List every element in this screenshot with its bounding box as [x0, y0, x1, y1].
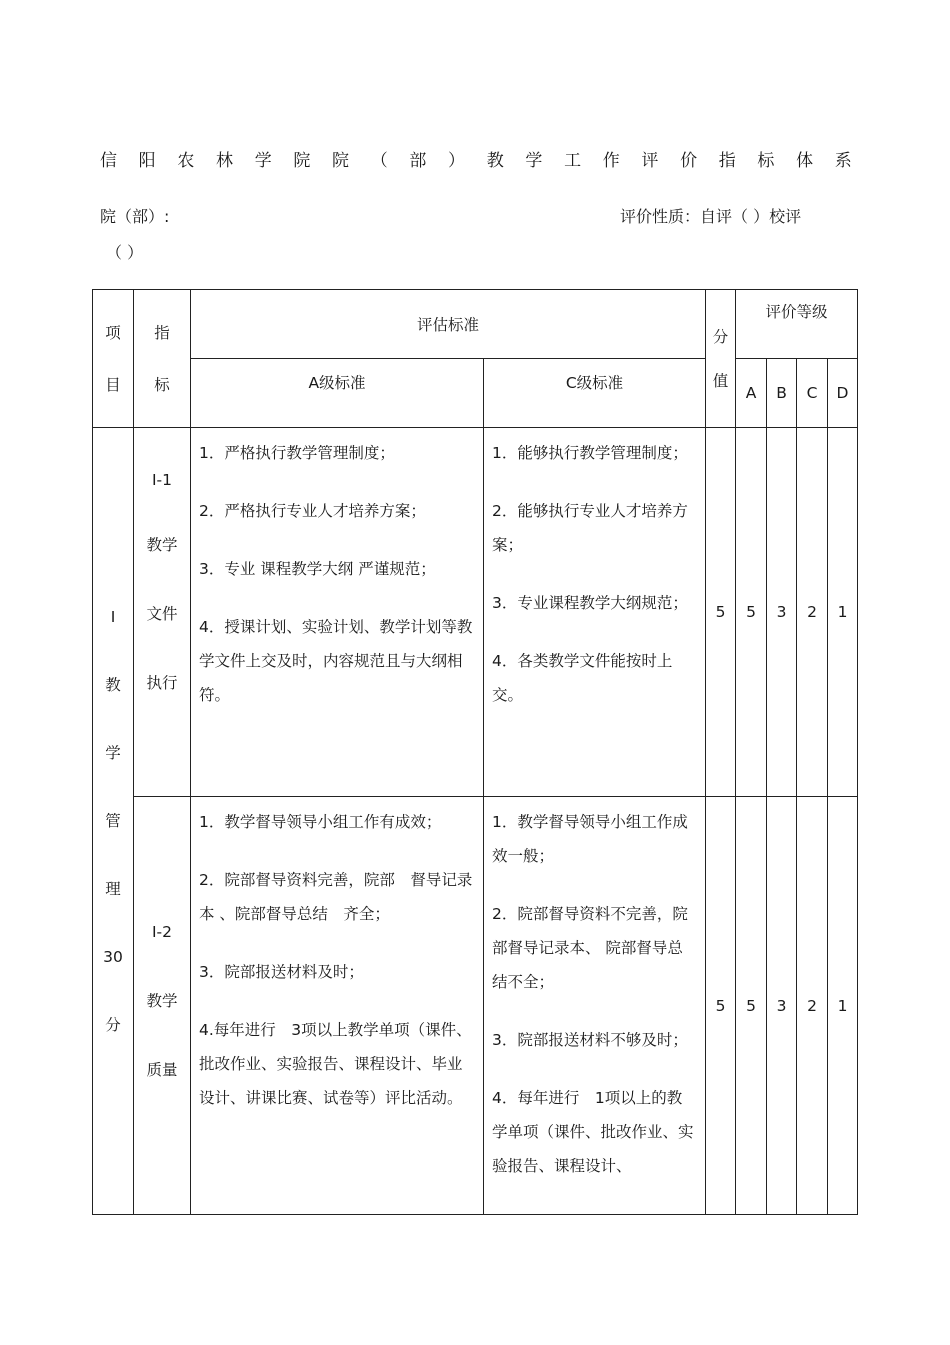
project-char: 分	[105, 1016, 121, 1034]
indicator-cell	[134, 428, 191, 797]
title-char: 系	[834, 151, 852, 171]
a-standard-item: 1．严格执行教学管理制度；	[199, 444, 395, 462]
header-score-char: 分	[712, 327, 729, 346]
title-char: 林	[216, 151, 234, 171]
a-standard-item: 2．院部督导资料完善，院部 督导记录本 、院部督导总结 齐全；	[199, 871, 473, 923]
title-char: ）	[448, 151, 466, 171]
indicator-line: 质量	[146, 1060, 178, 1079]
title-char: 农	[177, 151, 195, 171]
grade-b-value: 3	[767, 797, 797, 1215]
c-standard-item: 1．教学督导领导小组工作成效一般；	[492, 813, 688, 865]
project-char: 学	[105, 744, 121, 762]
title-char: （	[370, 151, 388, 171]
title-char: 标	[757, 151, 775, 171]
c-standard-item: 3．院部报送材料不够及时；	[492, 1031, 688, 1049]
project-char: 教	[105, 676, 121, 694]
header-indicator-char: 指	[154, 323, 170, 342]
header-grade-d: D	[828, 359, 858, 428]
c-standard-item: 4．各类教学文件能按时上交。	[492, 652, 673, 704]
header-project-char: 项	[105, 323, 121, 342]
title-char: 学	[525, 151, 543, 171]
table-row	[93, 428, 858, 797]
title-char: 院	[332, 151, 350, 171]
page-title	[100, 146, 852, 171]
header-score-char: 值	[712, 371, 729, 390]
title-char: 部	[409, 151, 427, 171]
grade-c-value: 2	[797, 797, 828, 1215]
project-cell	[93, 428, 134, 1215]
a-standard-item: 4．授课计划、实验计划、教学计划等教学文件上交及时，内容规范且与大纲相符。	[199, 618, 473, 704]
grade-a-value: 5	[736, 428, 767, 797]
grade-a-value: 5	[736, 797, 767, 1215]
indicator-line: 文件	[146, 605, 178, 623]
header-grade-a: A	[736, 359, 767, 428]
header-grade-b: B	[767, 359, 797, 428]
header-criteria: 评估标准	[191, 290, 706, 359]
header-c-standard: C级标准	[484, 359, 706, 428]
grade-d-value: 1	[828, 797, 858, 1215]
c-standard-item: 3．专业课程教学大纲规范；	[492, 594, 688, 612]
indicator-cell	[134, 797, 191, 1215]
c-standard-item: 2．能够执行专业人才培养方案；	[492, 502, 688, 554]
evaluation-nature-label: 评价性质：自评（ ）校评	[620, 207, 802, 226]
grade-b-value: 3	[767, 428, 797, 797]
project-char: 管	[105, 812, 121, 830]
title-char: 评	[641, 151, 659, 171]
title-char: 院	[293, 151, 311, 171]
a-standard-cell	[191, 428, 484, 797]
title-char: 体	[796, 151, 814, 171]
a-standard-item: 3．院部报送材料及时；	[199, 963, 364, 981]
score-value: 5	[706, 428, 736, 797]
header-row	[93, 290, 858, 359]
project-char: Ⅰ	[110, 608, 116, 626]
table-row	[93, 797, 858, 1215]
evaluation-nature-paren: （ ）	[106, 243, 144, 262]
department-label: 院（部）:	[100, 207, 170, 226]
c-standard-cell	[484, 428, 706, 797]
title-char: 阳	[138, 151, 156, 171]
c-standard-cell	[484, 797, 706, 1215]
a-standard-item: 3．专业 课程教学大纲 严谨规范；	[199, 560, 436, 578]
indicator-line: Ⅰ-2	[151, 922, 173, 941]
title-char: 教	[486, 151, 504, 171]
indicator-line: Ⅰ-1	[151, 471, 173, 489]
c-standard-item: 4．每年进行 1项以上的教学单项（课件、批改作业、实验报告、课程设计、	[492, 1089, 694, 1175]
header-grade: 评价等级	[736, 290, 858, 359]
header-score	[706, 290, 736, 428]
header-grade-c: C	[797, 359, 828, 428]
title-char: 工	[564, 151, 582, 171]
project-char: 理	[105, 880, 121, 898]
header-project	[93, 290, 134, 428]
indicator-line: 执行	[146, 674, 178, 692]
a-standard-item: 4.每年进行 3项以上教学单项（课件、批改作业、实验报告、课程设计、毕业设计、讲课比赛、试卷等）评比活动。	[199, 1021, 472, 1107]
header-project-char: 目	[105, 375, 121, 394]
score-value: 5	[706, 797, 736, 1215]
title-char: 指	[718, 151, 736, 171]
header-row	[93, 359, 858, 428]
indicator-line: 教学	[146, 536, 178, 554]
grade-d-value: 1	[828, 428, 858, 797]
indicator-line: 教学	[146, 991, 178, 1010]
c-standard-item: 1．能够执行教学管理制度；	[492, 444, 688, 462]
evaluation-table	[92, 289, 858, 1215]
header-indicator	[134, 290, 191, 428]
a-standard-item: 1．教学督导领导小组工作有成效；	[199, 813, 442, 831]
header-a-standard: A级标准	[191, 359, 484, 428]
project-char: 30	[103, 948, 123, 966]
title-char: 信	[100, 151, 117, 171]
grade-c-value: 2	[797, 428, 828, 797]
title-char: 作	[602, 151, 620, 171]
title-char: 学	[254, 151, 272, 171]
header-indicator-char: 标	[154, 375, 170, 394]
a-standard-item: 2．严格执行专业人才培养方案；	[199, 502, 426, 520]
c-standard-item: 2．院部督导资料不完善，院部督导记录本、 院部督导总结不全；	[492, 905, 688, 991]
a-standard-cell	[191, 797, 484, 1215]
title-char: 价	[680, 151, 698, 171]
